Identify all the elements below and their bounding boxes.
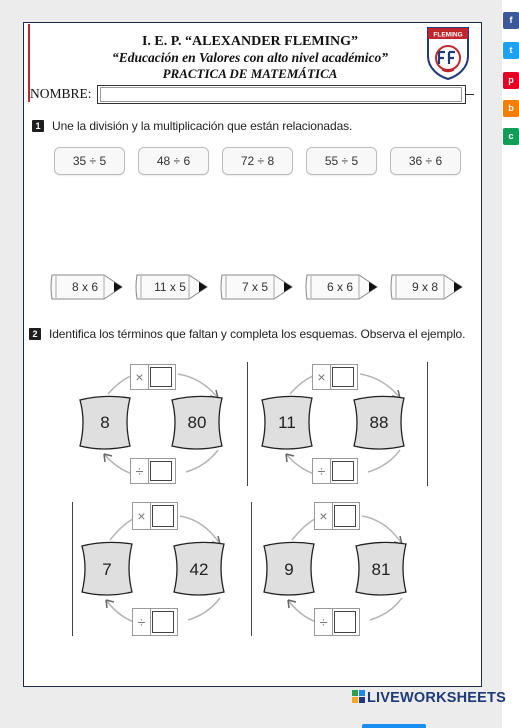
multiplier-input[interactable]: [332, 367, 354, 387]
school-logo: [425, 26, 471, 80]
name-label: NOMBRE:: [30, 86, 92, 101]
multiplication-label-4: 6 x 6: [326, 280, 353, 294]
liveworksheets-logo[interactable]: [352, 690, 506, 706]
multiply-operator-box: [130, 364, 176, 390]
divisor-input[interactable]: [334, 611, 356, 633]
multiplier-input[interactable]: [150, 367, 172, 387]
divide-operator-box: [132, 608, 178, 636]
school-motto: “Educación en Valores con alto nivel académico”: [112, 50, 388, 65]
multiplication-label-3: 7 x 5: [241, 280, 268, 294]
divisor-input[interactable]: [332, 461, 354, 481]
divide-operator-box: [312, 458, 358, 484]
scheme-right-number: 81: [371, 560, 391, 579]
question-1-instruction: Une la división y la multiplicación que están relacionadas.: [52, 119, 353, 133]
scheme-left-number: 11: [278, 413, 296, 432]
divide-symbol: ÷: [131, 459, 149, 483]
multiply-operator-box: [314, 502, 360, 530]
division-box-4[interactable]: 55 ÷ 5: [306, 147, 377, 175]
multiplication-label-5: 9 x 8: [411, 280, 438, 294]
multiplier-input[interactable]: [152, 505, 174, 527]
scheme-left-number: 8: [100, 413, 110, 432]
scheme-2: [250, 362, 430, 492]
times-symbol: ×: [133, 503, 151, 529]
logo-text: FLEMING: [433, 31, 463, 39]
scheme-right-number: 42: [189, 560, 209, 579]
scheme-3: [70, 500, 250, 630]
scheme-1: [68, 362, 248, 492]
scheme-left-number: 7: [102, 560, 112, 579]
scheme-4: [252, 500, 432, 630]
question-2-number: 2: [29, 328, 41, 340]
bottom-action-button[interactable]: [362, 724, 426, 728]
blogger-icon[interactable]: b: [503, 100, 519, 117]
divide-operator-box: [130, 458, 176, 484]
divide-symbol: ÷: [315, 609, 333, 635]
multiply-operator-box: [132, 502, 178, 530]
multiplier-input[interactable]: [334, 505, 356, 527]
division-box-3[interactable]: 72 ÷ 8: [222, 147, 293, 175]
question-2-instruction: Identifica los términos que faltan y completa los esquemas. Observa el ejemplo.: [49, 327, 466, 341]
scheme-right-number: 88: [369, 413, 389, 432]
divide-operator-box: [314, 608, 360, 636]
worksheet-title: PRACTICA DE MATEMÁTICA: [162, 66, 338, 81]
name-rule: [466, 94, 474, 95]
divide-symbol: ÷: [313, 459, 331, 483]
multiplication-label-1: 8 x 6: [71, 280, 98, 294]
pinterest-icon[interactable]: p: [503, 72, 519, 89]
school-name: I. E. P. “ALEXANDER FLEMING”: [141, 34, 359, 49]
divide-symbol: ÷: [133, 609, 151, 635]
multiply-operator-box: [312, 364, 358, 390]
facebook-icon[interactable]: f: [503, 12, 519, 29]
scheme-right-number: 80: [187, 413, 207, 432]
classroom-icon[interactable]: c: [503, 128, 519, 145]
times-symbol: ×: [313, 365, 331, 389]
question-1-number: 1: [32, 120, 44, 132]
liveworksheets-mark-icon: [352, 690, 365, 703]
times-symbol: ×: [131, 365, 149, 389]
divisor-input[interactable]: [152, 611, 174, 633]
divisor-input[interactable]: [150, 461, 172, 481]
multiplication-label-2: 11 x 5: [154, 280, 186, 294]
liveworksheets-brand-text: LIVEWORKSHEETS: [367, 690, 506, 706]
twitter-icon[interactable]: t: [503, 42, 519, 59]
scheme-left-number: 9: [284, 560, 294, 579]
division-box-5[interactable]: 36 ÷ 6: [390, 147, 461, 175]
times-symbol: ×: [315, 503, 333, 529]
name-input[interactable]: [100, 87, 462, 102]
division-box-2[interactable]: 48 ÷ 6: [138, 147, 209, 175]
division-box-1[interactable]: 35 ÷ 5: [54, 147, 125, 175]
